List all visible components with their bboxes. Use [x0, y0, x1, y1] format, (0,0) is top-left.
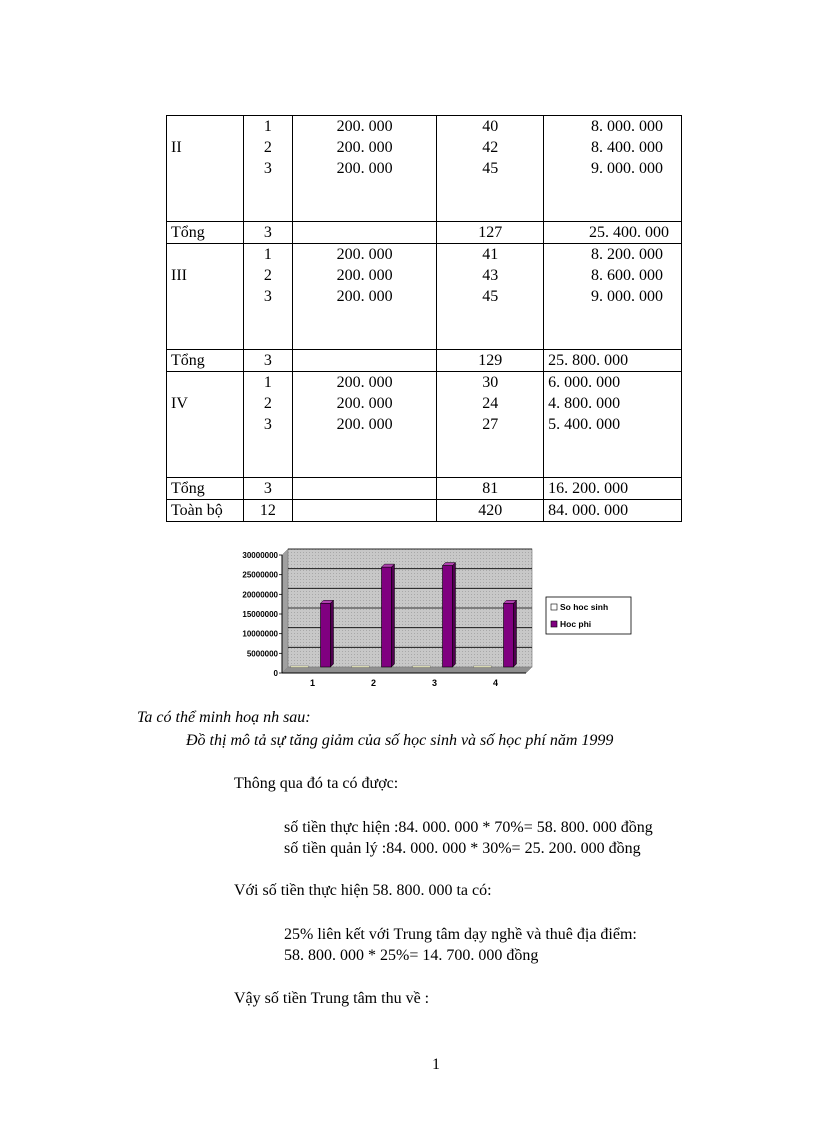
chart-side-wall	[282, 549, 288, 673]
grand-total-label: Toàn bộ	[167, 500, 244, 522]
total-label: Tổng	[167, 478, 244, 500]
chart-y-tick-label: 20000000	[242, 590, 278, 600]
paragraph-partnership: 25% liên kết với Trung tâm dạy nghề và thuê địa điểm:	[284, 926, 637, 943]
chart-legend-label: So hoc sinh	[560, 602, 609, 612]
amount-cell: 6. 000. 000 4. 800. 000 5. 400. 000	[544, 372, 682, 478]
chart-bar-side	[453, 563, 456, 667]
chart-y-tick-label: 15000000	[242, 610, 278, 619]
chart-bar-so-hoc-sinh	[474, 666, 492, 668]
fee-cell: 200. 000 200. 000 200. 000	[292, 116, 437, 222]
amount-cell: 8. 000. 000 8. 400. 000 9. 000. 000	[544, 116, 682, 222]
paragraph-implementation-amount: số tiền thực hiện :84. 000. 000 * 70%= 58. 800. 000 đồng	[284, 819, 653, 836]
chart-y-tick-label: 10000000	[242, 629, 278, 639]
fee-cell: 200. 000 200. 000 200. 000	[292, 244, 437, 350]
table-row-total: Tổng 3 81 16. 200. 000	[167, 478, 682, 500]
fee-table	[166, 115, 682, 522]
chart-y-tick-label: 30000000	[242, 551, 278, 560]
chart-floor	[282, 667, 532, 673]
paragraph-partnership-calc: 58. 800. 000 * 25%= 14. 700. 000 đồng	[284, 947, 539, 964]
amount-cell: 8. 200. 000 8. 600. 000 9. 000. 000	[544, 244, 682, 350]
chart-bar-so-hoc-sinh	[291, 666, 309, 668]
chart-legend-swatch	[551, 604, 557, 610]
table-row-grand-total: Toàn bộ 12 420 84. 000. 000	[167, 500, 682, 522]
chart-y-tick-label: 0	[273, 669, 278, 678]
table-row-total: Tổng 3 129 25. 800. 000	[167, 350, 682, 372]
paragraph-center-revenue: Vậy số tiền Trung tâm thu về :	[234, 990, 430, 1007]
chart-y-tick-label: 25000000	[242, 570, 278, 580]
total-label: Tổng	[167, 350, 244, 372]
class-cell: 1 2 3	[243, 244, 292, 350]
fee-cell: 200. 000 200. 000 200. 000	[292, 372, 437, 478]
bar-chart	[228, 540, 648, 690]
table-row	[167, 372, 682, 478]
paragraph-intro: Thông qua đó ta có được:	[234, 775, 399, 792]
chart-x-tick-label: 3	[431, 678, 438, 688]
chart-bar-hoc-phi	[443, 566, 453, 667]
chart-bar-hoc-phi	[321, 603, 331, 667]
chart-bar-so-hoc-sinh	[352, 666, 370, 668]
chart-x-tick-label: 4	[492, 678, 499, 688]
chart-bar-so-hoc-sinh	[413, 666, 431, 668]
student-count-cell: 30 24 27	[437, 372, 544, 478]
student-count-cell: 40 42 45	[437, 116, 544, 222]
quarter-cell: IV	[167, 372, 244, 478]
chart-legend-swatch	[551, 621, 557, 627]
chart-bar-hoc-phi	[382, 567, 392, 667]
chart-x-tick-label: 2	[370, 678, 377, 688]
quarter-cell: II	[167, 116, 244, 222]
chart-bar-hoc-phi	[504, 603, 514, 667]
class-cell: 1 2 3	[243, 116, 292, 222]
chart-bar-side	[514, 600, 517, 667]
page-number: 1	[432, 1056, 440, 1073]
quarter-cell: III	[167, 244, 244, 350]
chart-caption: Đồ thị mô tả sự tăng giảm của số học sinh và số học phí năm 1999	[186, 732, 614, 749]
chart-bar-side	[392, 564, 395, 667]
chart-legend-label: Hoc phi	[560, 619, 592, 629]
chart-y-tick-label: 5000000	[246, 649, 278, 659]
paragraph-with-amount: Với số tiền thực hiện 58. 800. 000 ta có:	[234, 882, 492, 899]
table-row	[167, 244, 682, 350]
chart-caption-intro: Ta có thể minh hoạ nh sau:	[137, 709, 311, 726]
total-label: Tổng	[167, 222, 244, 244]
chart-bar-side	[331, 600, 334, 667]
table-row-total: Tổng 3 127 25. 400. 000	[167, 222, 682, 244]
student-count-cell: 41 43 45	[437, 244, 544, 350]
table-row	[167, 116, 682, 222]
class-cell: 1 2 3	[243, 372, 292, 478]
chart-x-tick-label: 1	[309, 678, 316, 688]
paragraph-management-amount: số tiền quản lý :84. 000. 000 * 30%= 25. 200. 000 đồng	[284, 840, 641, 857]
